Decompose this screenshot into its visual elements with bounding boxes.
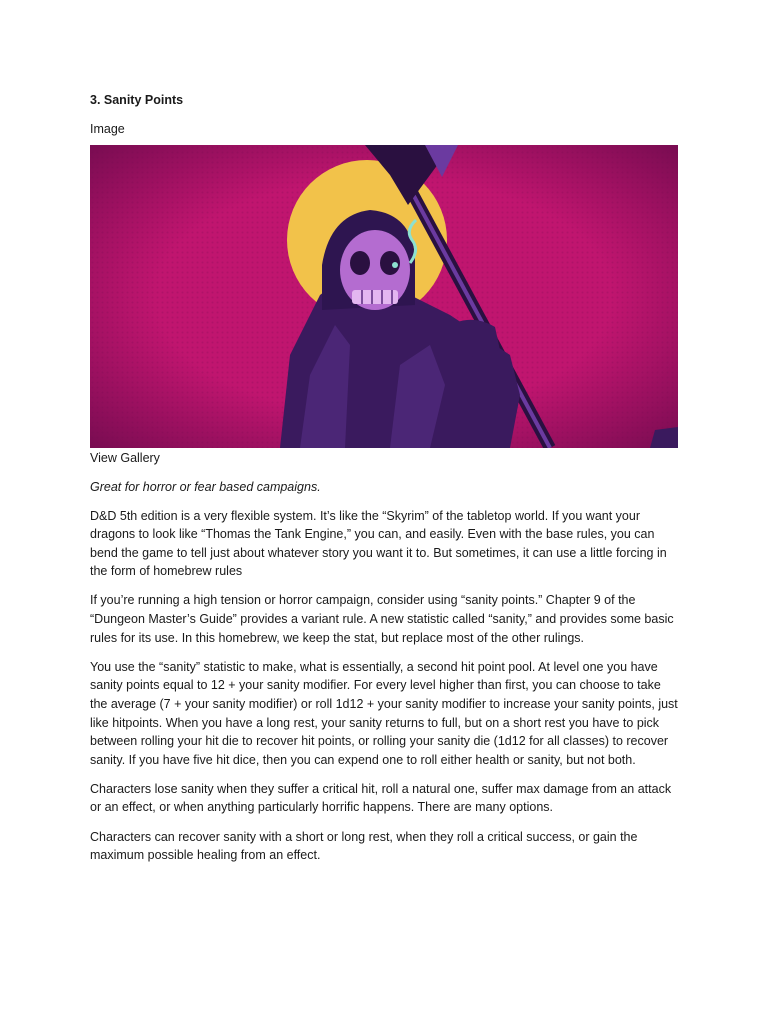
article-section (90, 92, 680, 875)
skeleton-knight-illustration-icon (90, 145, 678, 448)
paragraph-3: You use the “sanity” statistic to make, what is essentially, a second hit point pool. At level one you have sanity points equal to 12 + your sanity modifier. For every level higher than first, you can choose to take the average (7 + your sanity modifier) or roll 1d12 + your sanity modifier to increase your sanity points, just like hitpoints. When you have a long rest, your sanity returns to full, but on a short rest you have to pick between rolling your hit die to recover hit points, or rolling your sanity die (1d12 for all classes) to recover sanity. If you have five hit dice, then you can expend one to roll either health or sanity, but not both. (90, 659, 678, 767)
paragraph-2: If you’re running a high tension or horror campaign, consider using “sanity points.” Chapter 9 of the “Dungeon Master’s Guide” provides a variant rule. A new statistic called “sanity,” and provides some basic rules for its use. In this homebrew, we keep the stat, but replace most of the other rulings. (90, 593, 674, 645)
view-gallery-link[interactable]: View Gallery (90, 451, 160, 465)
paragraph-5: Characters can recover sanity with a short or long rest, when they roll a critical success, or gain the maximum possible healing from an effect. (90, 829, 638, 863)
hero-image[interactable] (90, 145, 678, 448)
paragraph-4: Characters lose sanity when they suffer a critical hit, roll a natural one, suffer max damage from an attack or an effect, or when anything particularly horrific happens. There are many options. (90, 781, 672, 815)
tagline: Great for horror or fear based campaigns. (90, 480, 321, 494)
image-label: Image (90, 122, 125, 136)
section-heading: 3. Sanity Points (90, 93, 184, 107)
paragraph-1: D&D 5th edition is a very flexible system. It’s like the “Skyrim” of the tabletop world. If you want your dragons to look like “Thomas the Tank Engine,” you can, and easily. Even with the base rules, you can bend the game to tell just about whatever story you want it to. But sometimes, it can use a little forcing in the form of homebrew rules (90, 508, 667, 579)
